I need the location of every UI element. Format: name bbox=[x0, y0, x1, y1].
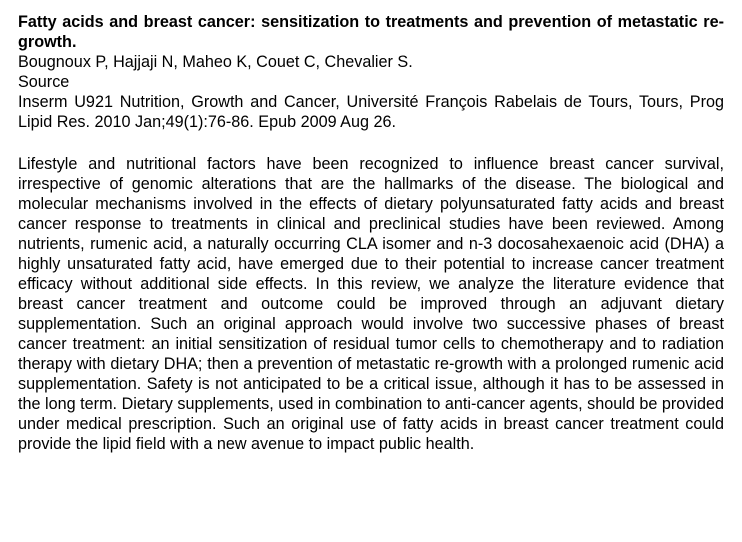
source-text: Inserm U921 Nutrition, Growth and Cancer, Université François Rabelais de Tours, Tours, Prog Lipid Res. 2010 Jan;49(1):76-86. Epub 2009 Aug 26. bbox=[18, 93, 724, 131]
abstract-text: Lifestyle and nutritional factors have been recognized to influence breast cancer survival, irrespective of genomic alterations that are the hallmarks of the disease. The biological and molecular mechanisms involved in the effects of dietary polyunsaturated fatty acids and breast cancer response to treatments in clinical and preclinical studies have been reviewed. Among nutrients, rumenic acid, a naturally occurring CLA isomer and n-3 docosahexaenoic acid (DHA) a highly unsaturated fatty acid, have emerged due to their potential to increase cancer treatment efficacy without additional side effects. In this review, we analyze the literature evidence that breast cancer treatment and outcome could be improved through an adjuvant dietary supplementation. Such an original approach would involve two successive phases of breast cancer treatment: an initial sensitization of residual tumor cells to chemotherapy and to radiation therapy with dietary DHA; then a prevention of metastatic re-growth with a prolonged rumenic acid supplementation. Safety is not anticipated to be a critical issue, although it has to be assessed in the long term. Dietary supplements, used in combination to anti-cancer agents, should be provided under medical prescription. Such an original use of fatty acids in breast cancer treatment could provide the lipid field with a new avenue to impact public health. bbox=[18, 155, 724, 453]
article-authors: Bougnoux P, Hajjaji N, Maheo K, Couet C, Chevalier S. bbox=[18, 53, 413, 71]
source-label: Source bbox=[18, 73, 70, 91]
article-title: Fatty acids and breast cancer: sensitization to treatments and prevention of metastatic re-growth. bbox=[18, 13, 724, 51]
